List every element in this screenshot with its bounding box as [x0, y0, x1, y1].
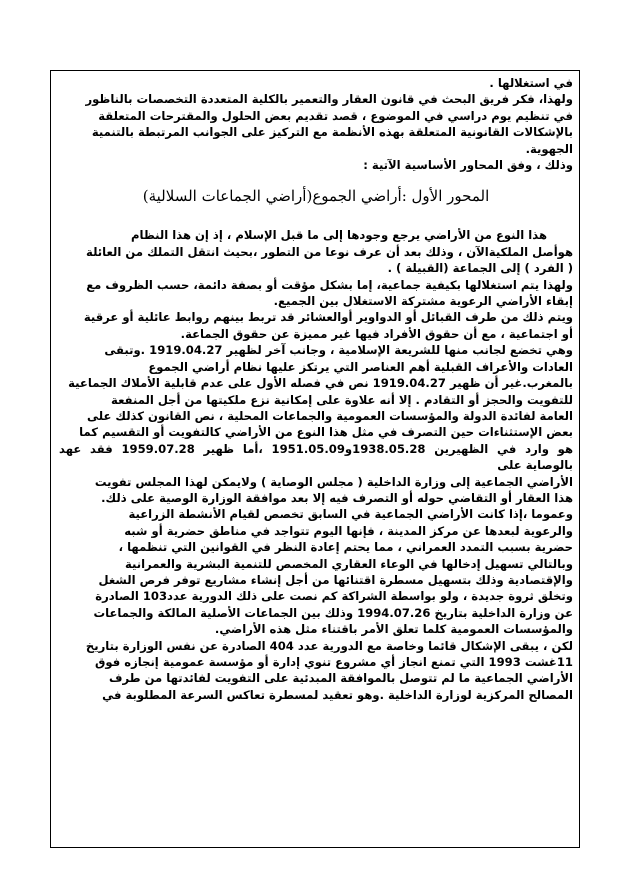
text-line: لكن ، يبقى الإشكال قائما وخاصة مع الدورية عدد 404 الصادرة عن نفس الوزارة بتاريخ: [85, 638, 573, 653]
text-line: وعموما ،إذا كانت الأراضي الجماعية في السابق تخصص لقيام الأنشطة الزراعية: [128, 507, 573, 522]
text-line: في استغلالها .: [489, 76, 573, 90]
text-line: 11غشت 1993 التي تمنع انجاز أي مشروع تنوي إدارة أو مؤسسة عمومية إنجازه فوق: [94, 655, 573, 669]
text-line: الأراضي الجماعية ما لم تتوصل بالموافقة المبدئية على التفويت لفائدتها من طرف: [108, 671, 573, 686]
text-line: هو وارد في الظهيرين 1938.05.28و1951.05.09 ،أما ظهير 1959.07.28 فقد عهد بالوصاية على: [59, 441, 573, 473]
text-line: العادات والأعراف القبلية أهم العناصر التي يرتكز عليها نظام أراضي الجموع: [148, 359, 573, 374]
text-line: ولهذا، فكر فريق البحث في قانون العقار والتعمير بالكلية المتعددة التخصصات بالناظور: [85, 92, 573, 107]
text-line: أو اجتماعية ، مع أن حقوق الأفراد فيها غير مميزة عن حقوق الجماعة.: [180, 326, 573, 341]
text-line: ( الفرد ) إلى الجماعة (القبيلة ) .: [387, 261, 573, 276]
text-line: ويتم ذلك من طرف القبائل أو الدواوير أوالعشائر قد تربط بينهم روابط عائلية أو عرقية: [83, 310, 573, 325]
text-line: إبقاء الأراضي الرعوية مشتركة الاستغلال بين الجميع.: [273, 294, 573, 309]
text-line: وذلك ، وفق المحاور الأساسية الآتية :: [363, 158, 573, 173]
body-paragraphs: [59, 227, 573, 703]
text-line: حضرية بسبب التمدد العمراني ، مما يحتم إعادة النظر في القوانين التي تنظمها ،: [118, 540, 573, 555]
text-line: هذا النوع من الأراضي يرجع وجودها إلى ما قبل الإسلام ، إذ إن هذا النظام: [131, 228, 547, 243]
text-line: وبالتالي تسهيل إدخالها في الوعاء العقاري المخصص للتنمية البشرية والعمرانية: [124, 556, 573, 571]
text-line: الأراضي الجماعية إلى وزارة الداخلية ( مجلس الوصاية ) ولايمكن لهذا المجلس تفويت: [94, 474, 573, 489]
text-line: والمؤسسات العمومية كلما تعلق الأمر باقتناء مثل هذه الأراضي.: [214, 622, 573, 637]
text-line: هذا العقار أو التقاضي حوله أو التصرف فيه إلا بعد موافقة الوزارة الوصية على ذلك.: [101, 490, 573, 505]
text-line: والإقتصادية وذلك بتسهيل مسطرة اقتنائها من أجل إنشاء مشاريع توفر فرص الشغل: [98, 572, 573, 587]
text-line: بالمغرب.غير أن ظهير 1919.04.27 نص في فصله الأول على عدم قابلية الأملاك الجماعية: [68, 376, 573, 391]
text-line: بعض الإستثناءات حين التصرف في مثل هذا النوع من الأراضي كالتفويت أو التقسيم كما: [79, 425, 573, 440]
text-line: للتفويت والحجز أو التقادم . إلا أنه علاوة على إمكانية نزع ملكيتها من أجل المنفعة: [111, 392, 573, 407]
text-line: بالإشكالات القانونية المتعلقة بهذه الأنظمة مع التركيز على الجوانب المرتبطة بالتنمية: [91, 125, 573, 140]
text-line: المصالح المركزية لوزارة الداخلية .وهو تعقيد لمسطرة تعاكس السرعة المطلوبة في: [102, 687, 573, 702]
text-line: في تنظيم يوم دراسي في الموضوع ، قصد تقديم بعض الحلول والمقترحات المتعلقة: [98, 108, 573, 123]
text-line: الجهوية.: [525, 141, 573, 156]
section-heading: المحور الأول :أراضي الجموع(أراضي الجماعات السلالية): [142, 187, 490, 206]
text-line: والرعوية لبعدها عن مركز المدينة ، فإنها اليوم تتواجد في مناطق حضرية أو شبه: [124, 523, 573, 538]
text-line: وهي تخضع لجانب منها للشريعة الإسلامية ، وجانب آخر لظهير 1919.04.27 .وتبقى: [104, 343, 573, 358]
text-line: هوأصل الملكيةالآن ، وذلك بعد أن عرف نوعا من التطور ،بحيث انتقل التملك من العائلة: [86, 244, 573, 259]
text-line: ولهذا يتم استغلالها بكيفية جماعية، إما بشكل مؤقت أو بصفة دائمة، حسب الظروف مع: [86, 277, 573, 292]
text-line: عن وزارة الداخلية بتاريخ 1994.07.26 وذلك بين الجماعات الأصلية المالكة والجماعات: [93, 605, 573, 620]
document-page-frame: [50, 70, 580, 848]
text-line: وتخلق ثروة جديدة ، ولو بواسطة الشراكة كم نصت على ذلك الدورية عدد103 الصادرة: [95, 589, 573, 604]
text-line: العامة لفائدة الدولة والمؤسسات العمومية والجماعات المحلية ، نص القانون كذلك على: [86, 408, 573, 423]
intro-paragraph: [59, 75, 573, 173]
